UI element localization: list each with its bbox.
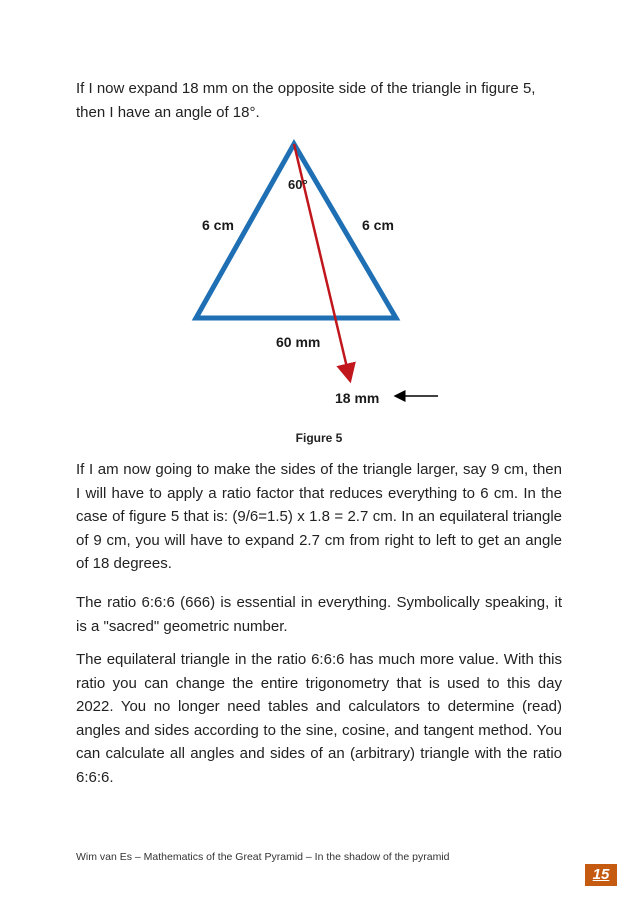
figure-5-triangle — [180, 130, 460, 412]
paragraph-sacred-number: The ratio 6:6:6 (666) is essential in everything. Symbolically speaking, it is a "sacred" geometric number. — [76, 594, 562, 635]
figure-caption: Figure 5 — [295, 431, 343, 445]
paragraph-ratio-factor: If I am now going to make the sides of the triangle larger, say 9 cm, then I will have to apply a ratio factor that reduces everything to 6 cm. In the case of figure 5 that is: (9/6=1.5) x 1.8 = 2.7 cm. In an equilateral triangle of 9 cm, you will have to expand 2.7 cm from right to left to get an angle of 18 degrees. — [76, 461, 562, 572]
extension-label: 18 mm — [335, 390, 380, 406]
paragraph-trigonometry: The equilateral triangle in the ratio 6:6:6 has much more value. With this ratio you can change the entire trigonometry that is used to this day 2022. You no longer need tables and calculators to determine (read) angles and sides according to the sine, cosine, and tangent method. You can calculate all angles and sides of an (arbitrary) triangle with the ratio 6:6:6. — [76, 651, 562, 786]
paragraph-intro: If I now expand 18 mm on the opposite side of the triangle in figure 5, then I have an angle of 18°. — [76, 80, 536, 121]
triangle-diagram — [180, 130, 460, 412]
page-number: 15 — [585, 864, 617, 886]
base-label: 60 mm — [276, 334, 321, 350]
angle-label: 60° — [288, 177, 308, 192]
right-side-label: 6 cm — [362, 217, 394, 233]
left-side-label: 6 cm — [202, 217, 234, 233]
footer-text: Wim van Es – Mathematics of the Great Pyramid – In the shadow of the pyramid — [76, 851, 450, 863]
